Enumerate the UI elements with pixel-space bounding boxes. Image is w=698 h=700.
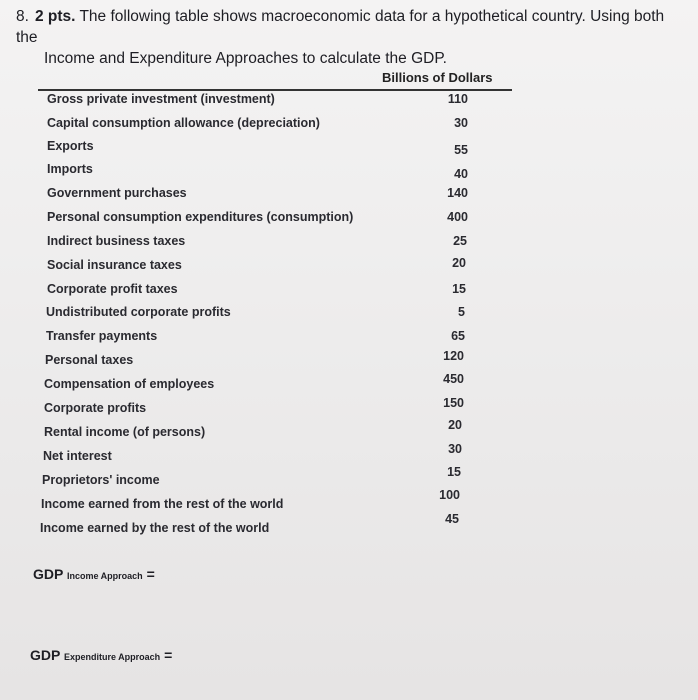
table-row [0, 349, 520, 373]
gdp-expenditure-approach-line [30, 647, 172, 663]
row-label: Corporate profit taxes [47, 282, 178, 296]
row-value: 45 [445, 512, 459, 526]
row-value: 110 [447, 92, 468, 106]
row-label: Proprietors' income [42, 473, 160, 487]
row-value: 400 [447, 210, 468, 224]
row-value: 100 [439, 488, 460, 502]
row-label: Capital consumption allowance (depreciation) [47, 116, 320, 130]
row-value: 30 [448, 442, 462, 456]
table-row [0, 282, 520, 302]
row-label: Net interest [43, 449, 112, 463]
row-label: Social insurance taxes [47, 258, 182, 272]
row-label: Income earned by the rest of the world [40, 521, 270, 535]
table-row [0, 162, 520, 182]
row-value: 450 [443, 372, 464, 386]
row-value: 15 [447, 465, 461, 479]
gdp-expenditure-method: Expenditure Approach [63, 652, 161, 662]
table-row [0, 234, 520, 254]
question-text-line2: Income and Expenditure Approaches to calculate the GDP. [44, 50, 447, 67]
table-row [0, 305, 520, 325]
row-value: 15 [452, 282, 466, 296]
row-value: 20 [448, 418, 462, 432]
gdp-income-approach-line [33, 566, 155, 582]
row-value: 25 [453, 234, 467, 248]
row-value: 5 [458, 305, 465, 319]
row-label: Personal taxes [45, 353, 134, 367]
table-row [0, 210, 520, 230]
row-value: 20 [452, 256, 466, 270]
row-label: Government purchases [47, 186, 187, 200]
row-label: Income earned from the rest of the world [41, 497, 284, 511]
row-label: Exports [47, 139, 94, 153]
row-label: Corporate profits [44, 401, 147, 415]
table-row [0, 116, 520, 136]
row-label: Gross private investment (investment) [47, 92, 275, 106]
row-value: 140 [447, 186, 468, 200]
row-value: 40 [454, 167, 468, 181]
table-row [0, 372, 520, 397]
row-label: Undistributed corporate profits [46, 305, 231, 319]
gdp-expenditure-prefix: GDP [30, 647, 61, 663]
table-row [0, 258, 520, 278]
table-row [0, 92, 520, 112]
question-text-line1: The following table shows macroeconomic data for a hypothetical country. Using both the [16, 8, 665, 46]
table-column-header: Billions of Dollars [382, 70, 493, 85]
gdp-expenditure-equals: = [164, 647, 173, 663]
table-row [0, 512, 520, 541]
row-value: 150 [443, 396, 464, 410]
table-header-divider [38, 89, 512, 91]
gdp-income-equals: = [146, 566, 155, 582]
row-value: 120 [443, 349, 464, 363]
table-row [0, 186, 520, 206]
gdp-income-method: Income Approach [66, 571, 143, 581]
row-label: Compensation of employees [44, 377, 215, 391]
row-value: 55 [454, 143, 468, 157]
table-row [0, 329, 520, 349]
question-number: 8. [16, 8, 29, 25]
table-row [0, 139, 520, 159]
question-points: 2 pts. [34, 8, 76, 25]
question-prompt [16, 6, 686, 69]
row-label: Personal consumption expenditures (consumption) [47, 210, 354, 224]
row-label: Imports [47, 162, 93, 176]
row-value: 30 [454, 116, 468, 130]
row-label: Rental income (of persons) [44, 425, 206, 439]
row-label: Indirect business taxes [47, 234, 186, 248]
row-value: 65 [451, 329, 465, 343]
gdp-income-prefix: GDP [33, 566, 64, 582]
row-label: Transfer payments [46, 329, 158, 343]
